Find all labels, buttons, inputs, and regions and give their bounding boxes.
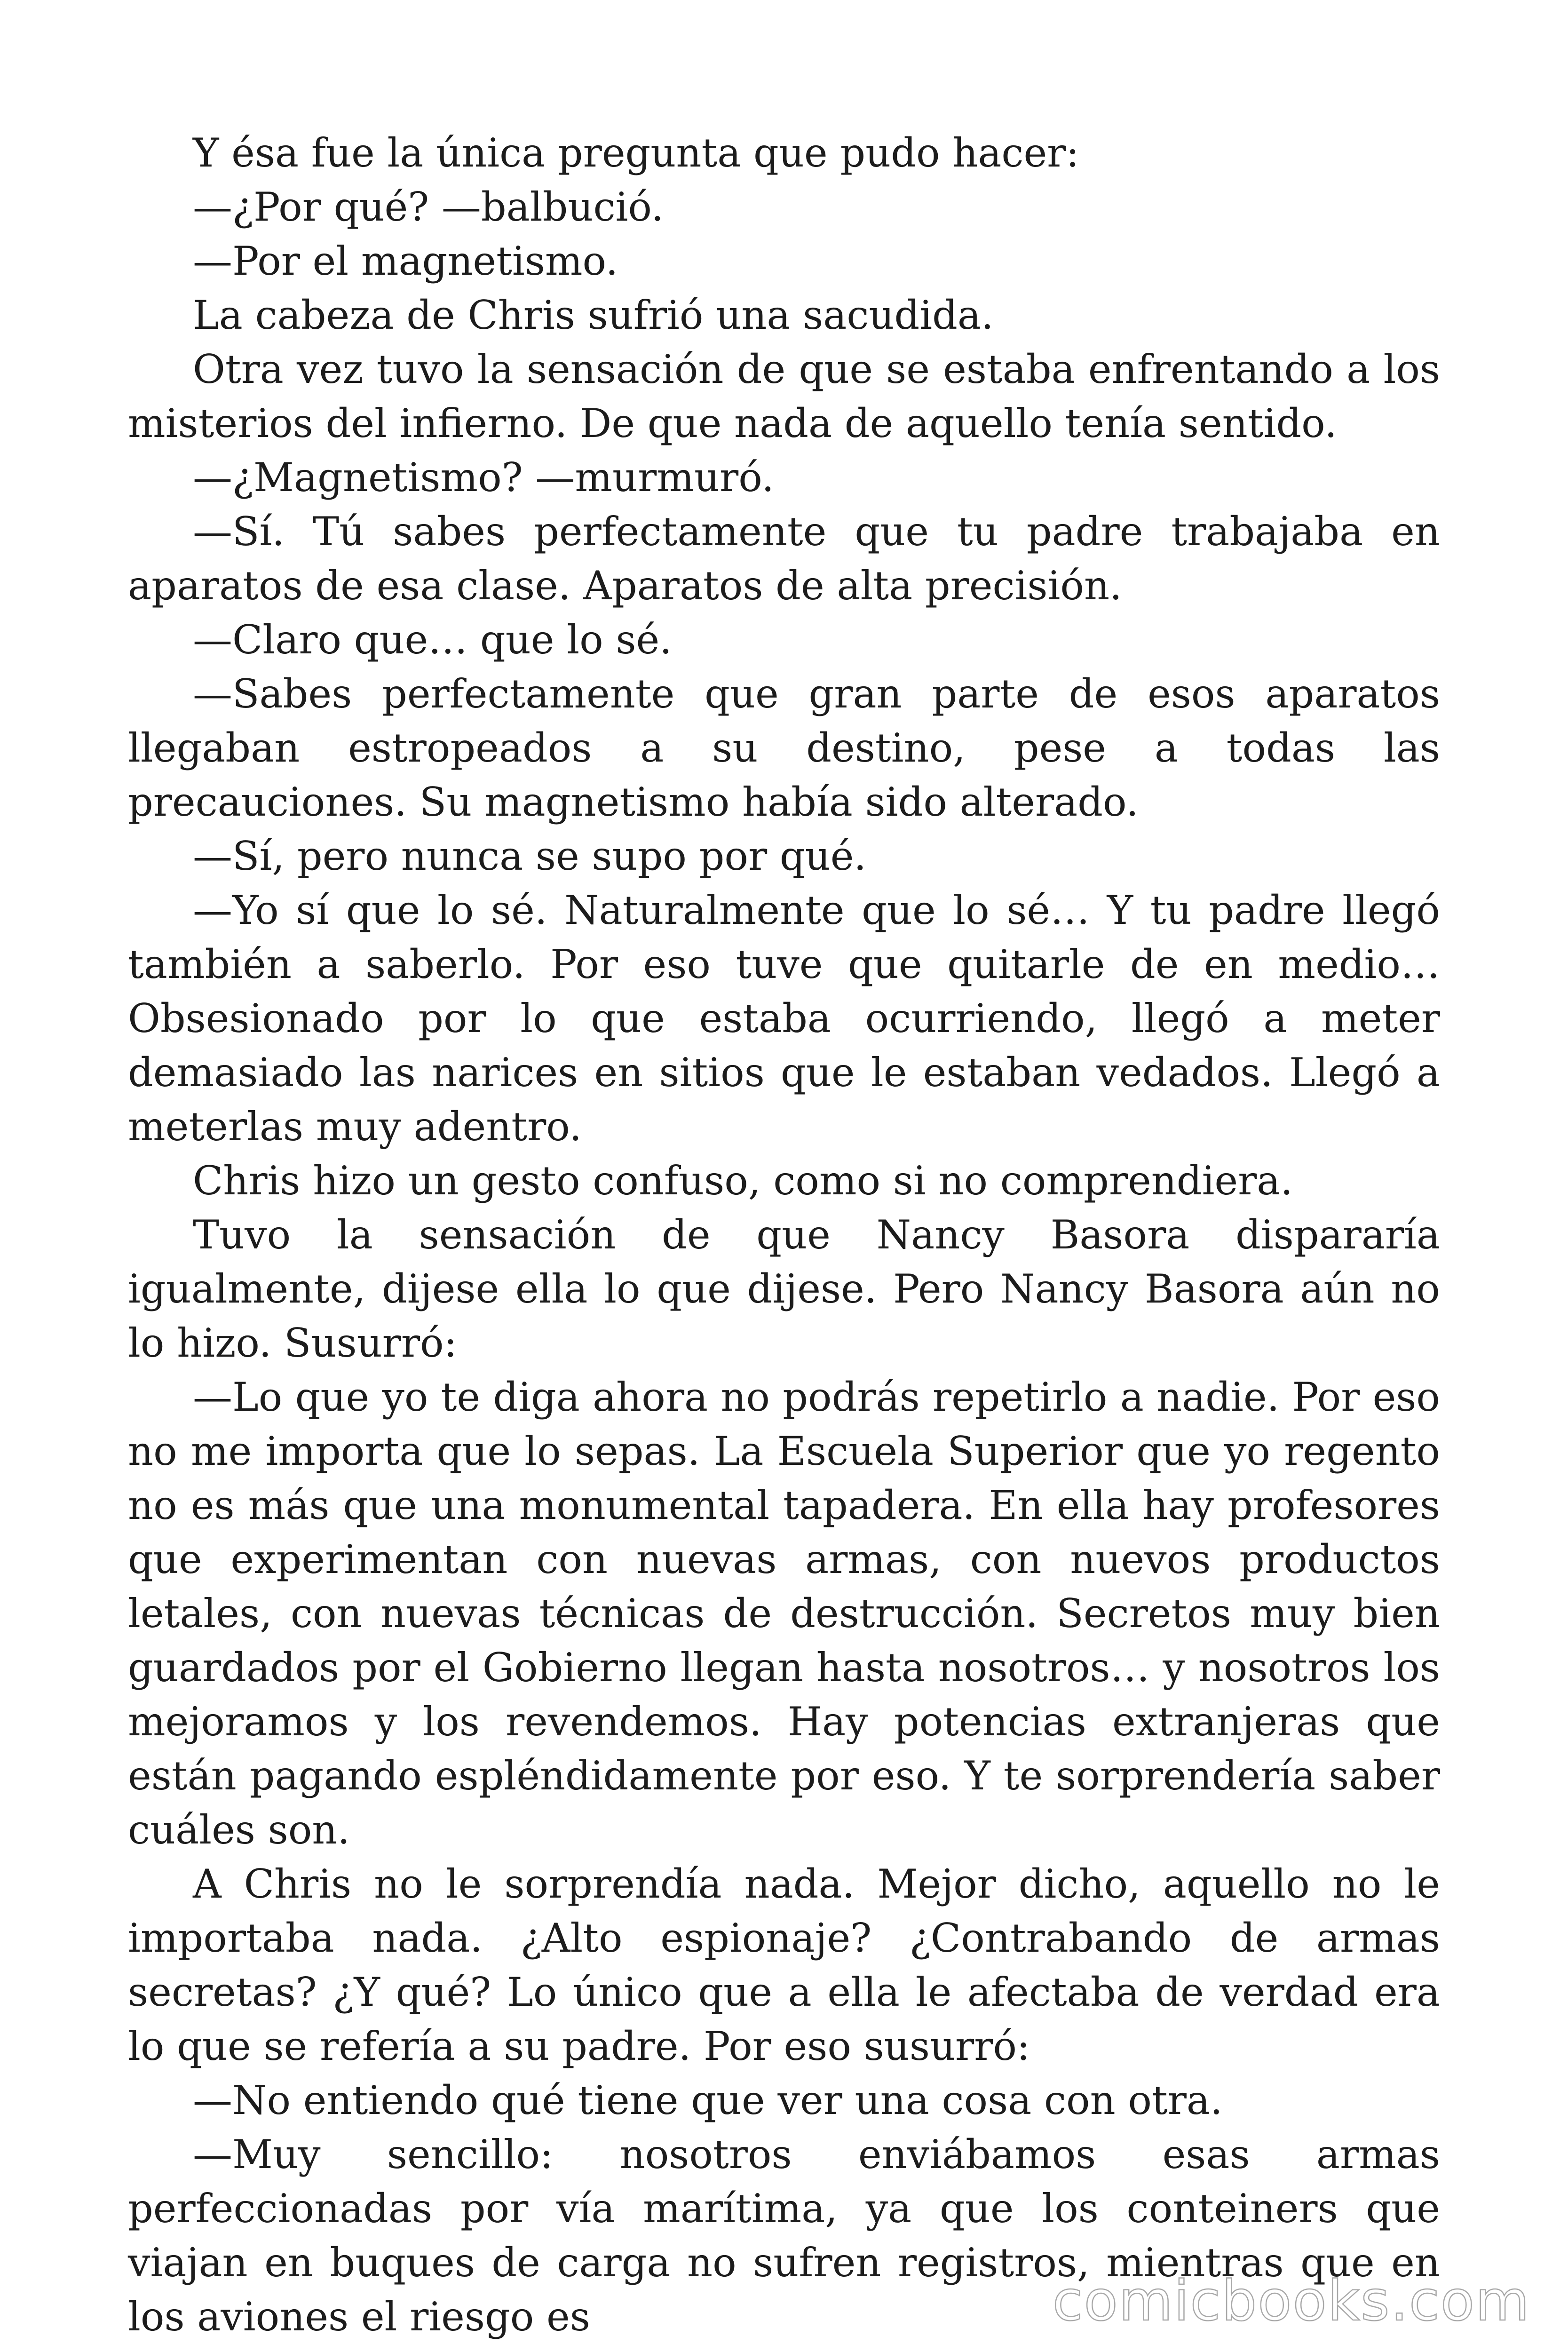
paragraph: —No entiendo qué tiene que ver una cosa con otra.: [193, 2077, 1223, 2123]
paragraph: —Sabes perfectamente que gran parte de esos aparatos llegaban estropeados a su destino, pese a todas las precauciones. Su magnetismo había sido alterado.: [128, 671, 1440, 825]
paragraph: —Por el magnetismo.: [193, 238, 618, 284]
paragraph: Chris hizo un gesto confuso, como si no comprendiera.: [193, 1158, 1293, 1204]
watermark: comicbooks.com: [1052, 2268, 1530, 2333]
paragraph: Tuvo la sensación de que Nancy Basora dispararía igualmente, dijese ella lo que dijese. Pero Nancy Basora aún no lo hizo. Susurró:: [128, 1212, 1440, 1366]
paragraph: Y ésa fue la única pregunta que pudo hacer:: [193, 130, 1079, 176]
paragraph: Otra vez tuvo la sensación de que se estaba enfrentando a los misterios del infierno. De que nada de aquello tenía sentido.: [128, 346, 1440, 446]
paragraph: A Chris no le sorprendía nada. Mejor dicho, aquello no le importaba nada. ¿Alto espionaje? ¿Contrabando de armas secretas? ¿Y qué? Lo único que a ella le afectaba de verdad era lo que se refería a su padre. Por eso susurró:: [128, 1861, 1440, 2069]
paragraph: —¿Magnetismo? —murmuró.: [193, 454, 775, 501]
paragraph: —Muy sencillo: nosotros enviábamos esas armas perfeccionadas por vía marítima, ya que los conteiners que viajan en buques de carga no sufren registros, mientras que en los aviones el riesgo es: [128, 2131, 1440, 2340]
paragraph: —¿Por qué? —balbució.: [193, 184, 664, 230]
paragraph: —Sí. Tú sabes perfectamente que tu padre trabajaba en aparatos de esa clase. Aparatos de alta precisión.: [128, 509, 1440, 609]
paragraph: —Lo que yo te diga ahora no podrás repetirlo a nadie. Por eso no me importa que lo sepas. La Escuela Superior que yo regento no es más que una monumental tapadera. En ella hay profesores que experimentan con nuevas armas, con nuevos productos letales, con nuevas técnicas de destrucción. Secretos muy bien guardados por el Gobierno llegan hasta nosotros… y nosotros los mejoramos y los revendemos. Hay potencias extranjeras que están pagando espléndidamente por eso. Y te sorprendería saber cuáles son.: [128, 1374, 1440, 1853]
paragraph: La cabeza de Chris sufrió una sacudida.: [193, 292, 994, 338]
paragraph: —Sí, pero nunca se supo por qué.: [193, 833, 867, 879]
paragraph: —Claro que… que lo sé.: [193, 617, 672, 663]
book-page-text: [128, 126, 1440, 2344]
paragraph: —Yo sí que lo sé. Naturalmente que lo sé… Y tu padre llegó también a saberlo. Por eso tuve que quitarle de en medio… Obsesionado por lo que estaba ocurriendo, llegó a meter demasiado las narices en sitios que le estaban vedados. Llegó a meterlas muy adentro.: [128, 887, 1440, 1150]
